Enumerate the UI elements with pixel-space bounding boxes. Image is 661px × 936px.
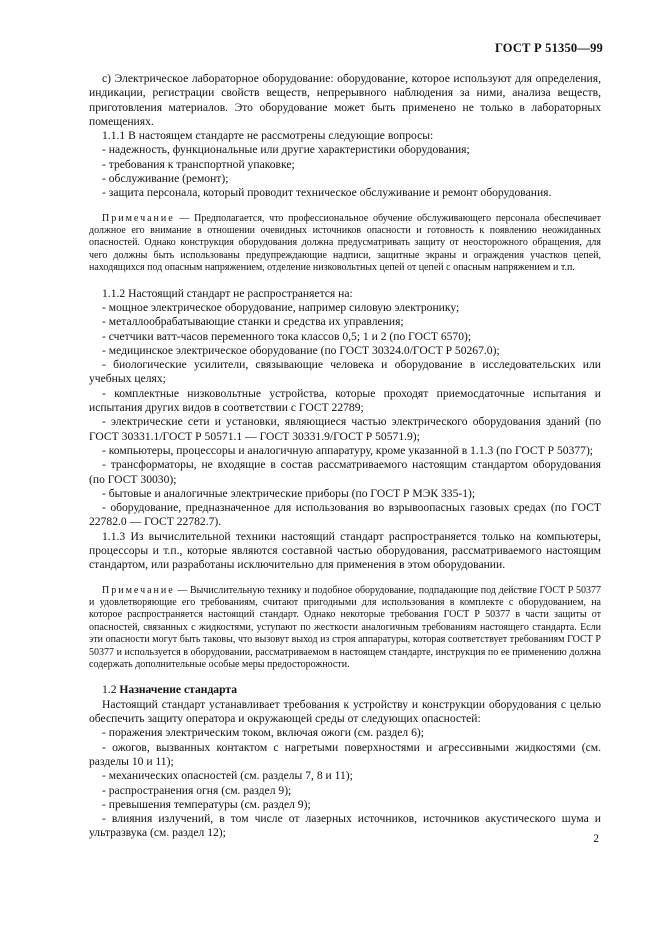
list-item: - механических опасностей (см. разделы 7, 8 и 11); xyxy=(102,769,353,783)
list-item: - распространения огня (см. раздел 9); xyxy=(102,783,292,797)
section-1-1-3: 1.1.3 Из вычислительной техники настоящий стандарт распространяется только на компьютеры, процессоры и т.п., которые являются составной частью оборудования, рассматриваемого настоящим стандартом, или разработаны исключительно для применения в этом оборудовании. xyxy=(89,529,601,572)
note-2 xyxy=(89,585,601,672)
document-header: ГОСТ Р 51350—99 xyxy=(494,41,603,55)
list-item: - требования к транспортной упаковке; xyxy=(102,157,295,171)
note-text: — Предполагается, что профессиональное обучение обслуживающего персонала обеспечивает должное его внимание в отношении очевидных источников опасности и готовность к появлению неожиданных опасностей. Однако конструкция оборудования должна предусматривать защиту от неосторожного обращения, для чего должны быть использованы предупреждающие надписи, защитные экраны и ограждения участков цепей, находящихся под опасным напряжением, отделение низковольтных цепей от цепей с опасным напряжением и т.п. xyxy=(89,212,601,274)
section-number: 1.2 xyxy=(102,683,117,697)
list-item: - надежность, функциональные или другие характеристики оборудования; xyxy=(102,143,470,157)
section-title: Назначение стандарта xyxy=(119,683,238,697)
list-item: - поражения электрическим током, включая ожоги (см. раздел 6); xyxy=(102,726,424,740)
list-item: - трансформаторы, не входящие в состав рассматриваемого настоящим стандартом оборудования (по ГОСТ 30030); xyxy=(89,458,601,486)
section-1-1-2-title: 1.1.2 Настоящий стандарт не распространяется на: xyxy=(102,286,353,300)
note-1 xyxy=(89,213,601,275)
note-text: — Вычислительную технику и подобное оборудование, подпадающие под действие ГОСТ Р 50377 и удовлетворяющие его требованиям, считают пригодными для использования в комплекте с оборудованием, на которое распространяется настоящий стандарт. Однако некоторые требования ГОСТ Р 50377 в части защиты от опасностей, связанных с жидкостями, уступают по жесткости аналогичным требованиям настоящего стандарта. Если эти опасности могут быть таковы, что вызовут выход из строя аппаратуры, которая соответствует требованиям ГОСТ Р 50377 и используется в оборудовании, рассматриваемом в настоящем стандарте, инструкция по ее применению должна содержать дополнительные особые меры предосторожности. xyxy=(89,584,601,671)
list-item: - ожогов, вызванных контактом с нагретыми поверхностями и агрессивными жидкостями (см. разделы 10 и 11); xyxy=(89,740,601,768)
section-1-2-heading xyxy=(89,683,601,697)
list-item: - защита персонала, который проводит техническое обслуживание и ремонт оборудования. xyxy=(102,186,552,200)
list-item: - металлообрабатывающие станки и средства их управления; xyxy=(102,315,404,329)
paragraph-intro-c: с) Электрическое лабораторное оборудование: оборудование, которое используют для определения, индикации, регистрации свойств веществ, непрерывного наблюдения за ними, анализа веществ, приготовления материалов. Это оборудование может быть применено не только в лабораторных помещениях. xyxy=(89,72,601,128)
section-1-1-1-title: 1.1.1 В настоящем стандарте не рассмотрены следующие вопросы: xyxy=(102,129,434,143)
document-body xyxy=(89,72,601,841)
list-item: - биологические усилители, связывающие человека и оборудование в исследовательских или учебных целях; xyxy=(89,358,601,386)
list-item: - электрические сети и установки, являющиеся частью электрического оборудования зданий (по ГОСТ 30331.1/ГОСТ Р 50571.1 — ГОСТ 30331.9/ГОСТ Р 50571.9); xyxy=(89,415,601,443)
list-item: - мощное электрическое оборудование, например силовую электронику; xyxy=(102,301,460,314)
list-item: - оборудование, предназначенное для использования во взрывоопасных газовых средах (по ГОСТ 22782.0 — ГОСТ 22782.7). xyxy=(89,501,601,529)
note-label: Примечание xyxy=(102,212,175,224)
list-item: - обслуживание (ремонт); xyxy=(102,172,229,186)
list-item: - компьютеры, процессоры и аналогичную аппаратуру, кроме указанной в 1.1.3 (по ГОСТ Р 50377); xyxy=(102,443,594,457)
list-item: - медицинское электрическое оборудование (по ГОСТ 30324.0/ГОСТ Р 50267.0); xyxy=(102,343,500,357)
note-label: Примечание xyxy=(102,584,175,596)
list-item: - бытовые и аналогичные электрические приборы (по ГОСТ Р МЭК 335-1); xyxy=(102,486,476,500)
list-item: - комплектные низковольтные устройства, которые проходят приемосдаточные испытания и испытания других видов в соответствии с ГОСТ 22789; xyxy=(89,386,601,415)
section-1-2-text: Настоящий стандарт устанавливает требования к устройству и конструкции оборудования с целью обеспечить защиту оператора и окружающей среды от следующих опасностей: xyxy=(89,697,601,726)
page-number: 2 xyxy=(593,833,599,845)
list-item: - превышения температуры (см. раздел 9); xyxy=(102,797,311,811)
list-item: - счетчики ватт-часов переменного тока классов 0,5; 1 и 2 (по ГОСТ 6570); xyxy=(102,329,472,343)
list-item: - влияния излучений, в том числе от лазерных источников, источников акустического шума и ультразвука (см. раздел 12); xyxy=(89,812,601,840)
